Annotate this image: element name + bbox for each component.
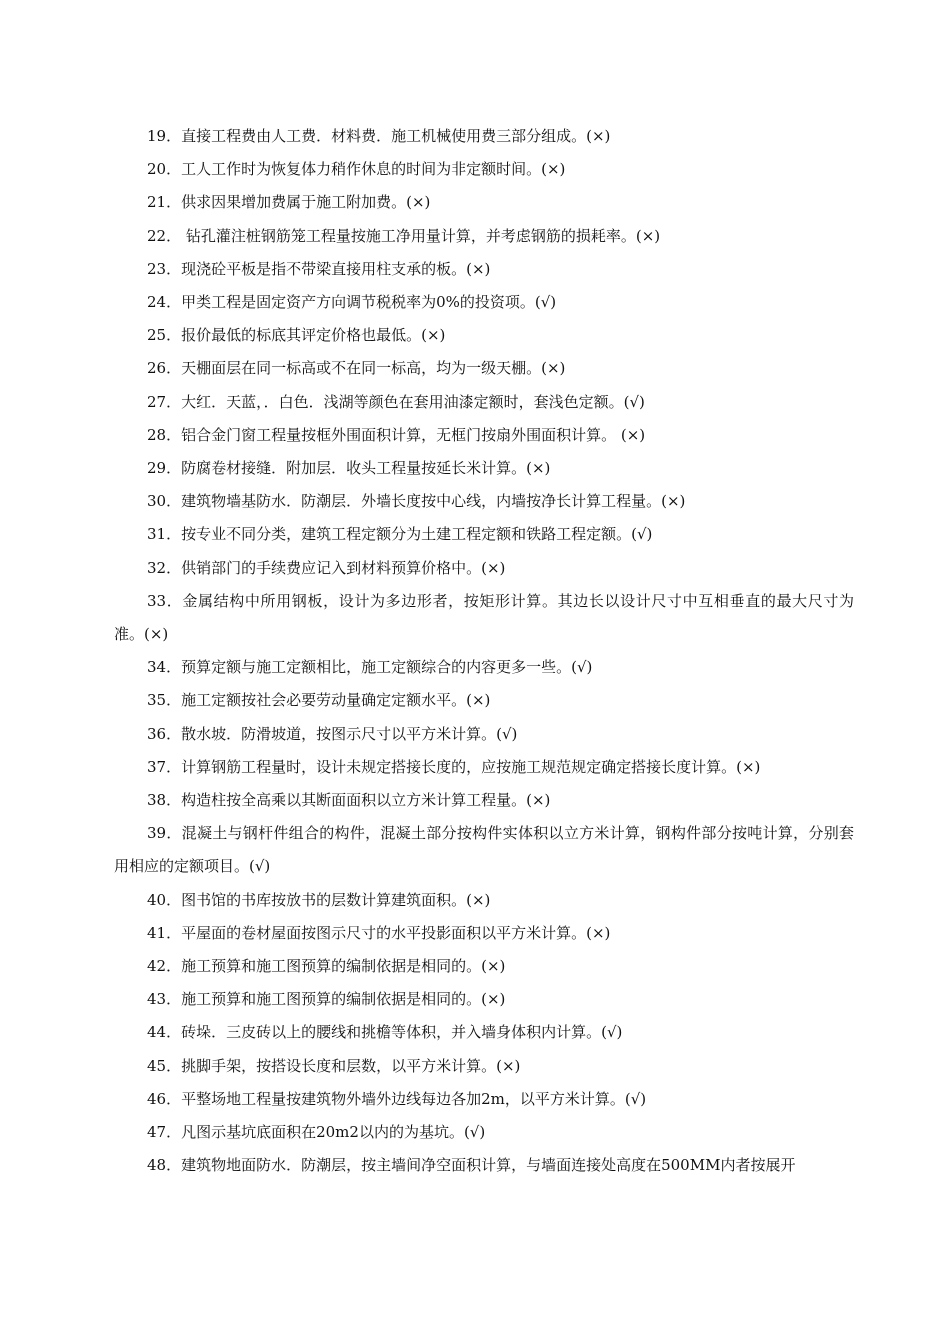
list-item: 31．按专业不同分类，建筑工程定额分为土建工程定额和铁路工程定额。(√) — [147, 525, 653, 544]
list-item: 48．建筑物地面防水．防潮层，按主墙间净空面积计算，与墙面连接处高度在500MM内者按展开 — [147, 1156, 796, 1175]
list-item: 33．金属结构中所用钢板，设计为多边形者，按矩形计算。其边长以设计尺寸中互相垂直的最大尺寸为准。(×) — [114, 591, 854, 644]
list-item: 30．建筑物墙基防水．防潮层．外墙长度按中心线，内墙按净长计算工程量。(×) — [147, 492, 686, 511]
list-item: 40．图书馆的书库按放书的层数计算建筑面积。(×) — [147, 890, 491, 909]
list-item: 29．防腐卷材接缝．附加层．收头工程量按延长米计算。(×) — [147, 459, 551, 478]
list-item: 46．平整场地工程量按建筑物外墙外边线每边各加2m，以平方米计算。(√) — [147, 1089, 647, 1108]
list-item: 22． 钻孔灌注桩钢筋笼工程量按施工净用量计算，并考虑钢筋的损耗率。(×) — [147, 226, 661, 245]
list-item: 28．铝合金门窗工程量按框外围面积计算，无框门按扇外围面积计算。 (×) — [147, 425, 646, 444]
list-item: 43．施工预算和施工图预算的编制依据是相同的。(×) — [147, 990, 506, 1009]
list-item: 38．构造柱按全高乘以其断面面积以立方米计算工程量。(×) — [147, 791, 551, 810]
list-item: 35．施工定额按社会必要劳动量确定定额水平。(×) — [147, 691, 491, 710]
list-item: 21．供求因果增加费属于施工附加费。(×) — [147, 193, 431, 212]
list-item: 41．平屋面的卷材屋面按图示尺寸的水平投影面积以平方米计算。(×) — [147, 923, 611, 942]
list-item: 47．凡图示基坑底面积在20m2以内的为基坑。(√) — [147, 1123, 486, 1142]
list-item: 24．甲类工程是固定资产方向调节税税率为0%的投资项。(√) — [147, 293, 557, 312]
list-item: 44．砖垛．三皮砖以上的腰线和挑檐等体积，并入墙身体积内计算。(√) — [147, 1023, 623, 1042]
list-item: 45．挑脚手架，按搭设长度和层数，以平方米计算。(×) — [147, 1056, 521, 1075]
question-list — [114, 120, 854, 1183]
list-item: 39．混凝土与钢杆件组合的构件，混凝土部分按构件实体积以立方米计算，钢构件部分按吨计算，分别套用相应的定额项目。(√) — [114, 824, 854, 876]
list-item: 36．散水坡．防滑坡道，按图示尺寸以平方米计算。(√) — [147, 724, 518, 743]
list-item: 37．计算钢筋工程量时，设计未规定搭接长度的，应按施工规范规定确定搭接长度计算。(×) — [147, 757, 761, 776]
list-item: 32．供销部门的手续费应记入到材料预算价格中。(×) — [147, 558, 506, 577]
list-item: 34．预算定额与施工定额相比，施工定额综合的内容更多一些。(√) — [147, 658, 593, 677]
list-item: 42．施工预算和施工图预算的编制依据是相同的。(×) — [147, 957, 506, 976]
list-item: 20．工人工作时为恢复体力稍作休息的时间为非定额时间。(×) — [147, 160, 566, 179]
list-item: 19．直接工程费由人工费．材料费．施工机械使用费三部分组成。(×) — [147, 127, 611, 145]
list-item: 27．大红．天蓝，．白色．浅湖等颜色在套用油漆定额时，套浅色定额。(√) — [147, 392, 645, 411]
list-item: 26．天棚面层在同一标高或不在同一标高，均为一级天棚。(×) — [147, 359, 566, 378]
list-item: 25．报价最低的标底其评定价格也最低。(×) — [147, 326, 446, 345]
list-item: 23．现浇砼平板是指不带梁直接用柱支承的板。(×) — [147, 259, 491, 278]
